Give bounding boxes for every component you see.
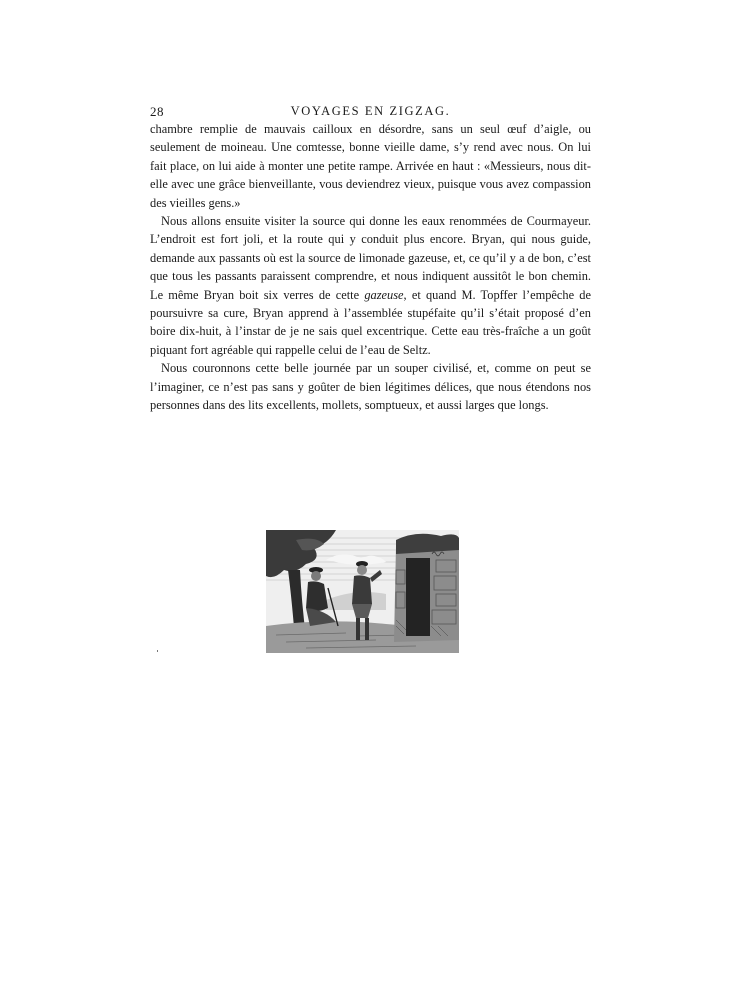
running-title: VOYAGES EN ZIGZAG. [290, 104, 451, 118]
paragraph-2-emphasis: gazeuse [364, 287, 404, 302]
paragraph-2-before: Nous allons ensuite visiter la source qui donne les eaux renommées de Courmayeur. L’endroit est fort joli, et la route qui y conduit plus encore. Bryan, qui nous guide, demande aux passants où est la source de limonade gazeuse, et, ce qu’il y a de bon, c’est que tous les passants paraissent comprendre, et nous indiquent aussitôt le bon chemin. Le même Bryan boit six verres de cette [150, 214, 591, 302]
paragraph-2 [150, 212, 591, 359]
page-number: 28 [150, 104, 164, 119]
engraving-illustration [266, 530, 459, 653]
body-text [150, 120, 591, 415]
paragraph-2-after: , et quand M. Topffer l’empêche de poursuivre sa cure, Bryan apprend à l’assemblée stupéfaite qu’il s’était proposé d’en boire dix-huit, à l’instar de je ne sais quel excentrique. Cette eau très-fraîche a un goût piquant fort agréable qui rappelle celui de l’eau de Seltz. [150, 287, 591, 357]
paper-speck [157, 650, 158, 652]
paragraph-3: Nous couronnons cette belle journée par un souper civilisé, et, comme on peut se l’imaginer, ce n’est pas sans y goûter de bien légitimes délices, que nous étendons nos personnes dans des lits excellents, mollets, somptueux, et aussi larges que longs. [150, 361, 591, 413]
paragraph-1: chambre remplie de mauvais cailloux en désordre, sans un seul œuf d’aigle, ou seulement de moineau. Une comtesse, bonne vieille dame, s’y rend avec nous. On lui fait place, on lui aide à monter une petite rampe. Arrivée en haut : «Messieurs, nous dit-elle avec une grâce bienveillante, vous deviendrez vieux, puisque vous avez compassion des vieilles gens.» [150, 122, 591, 210]
